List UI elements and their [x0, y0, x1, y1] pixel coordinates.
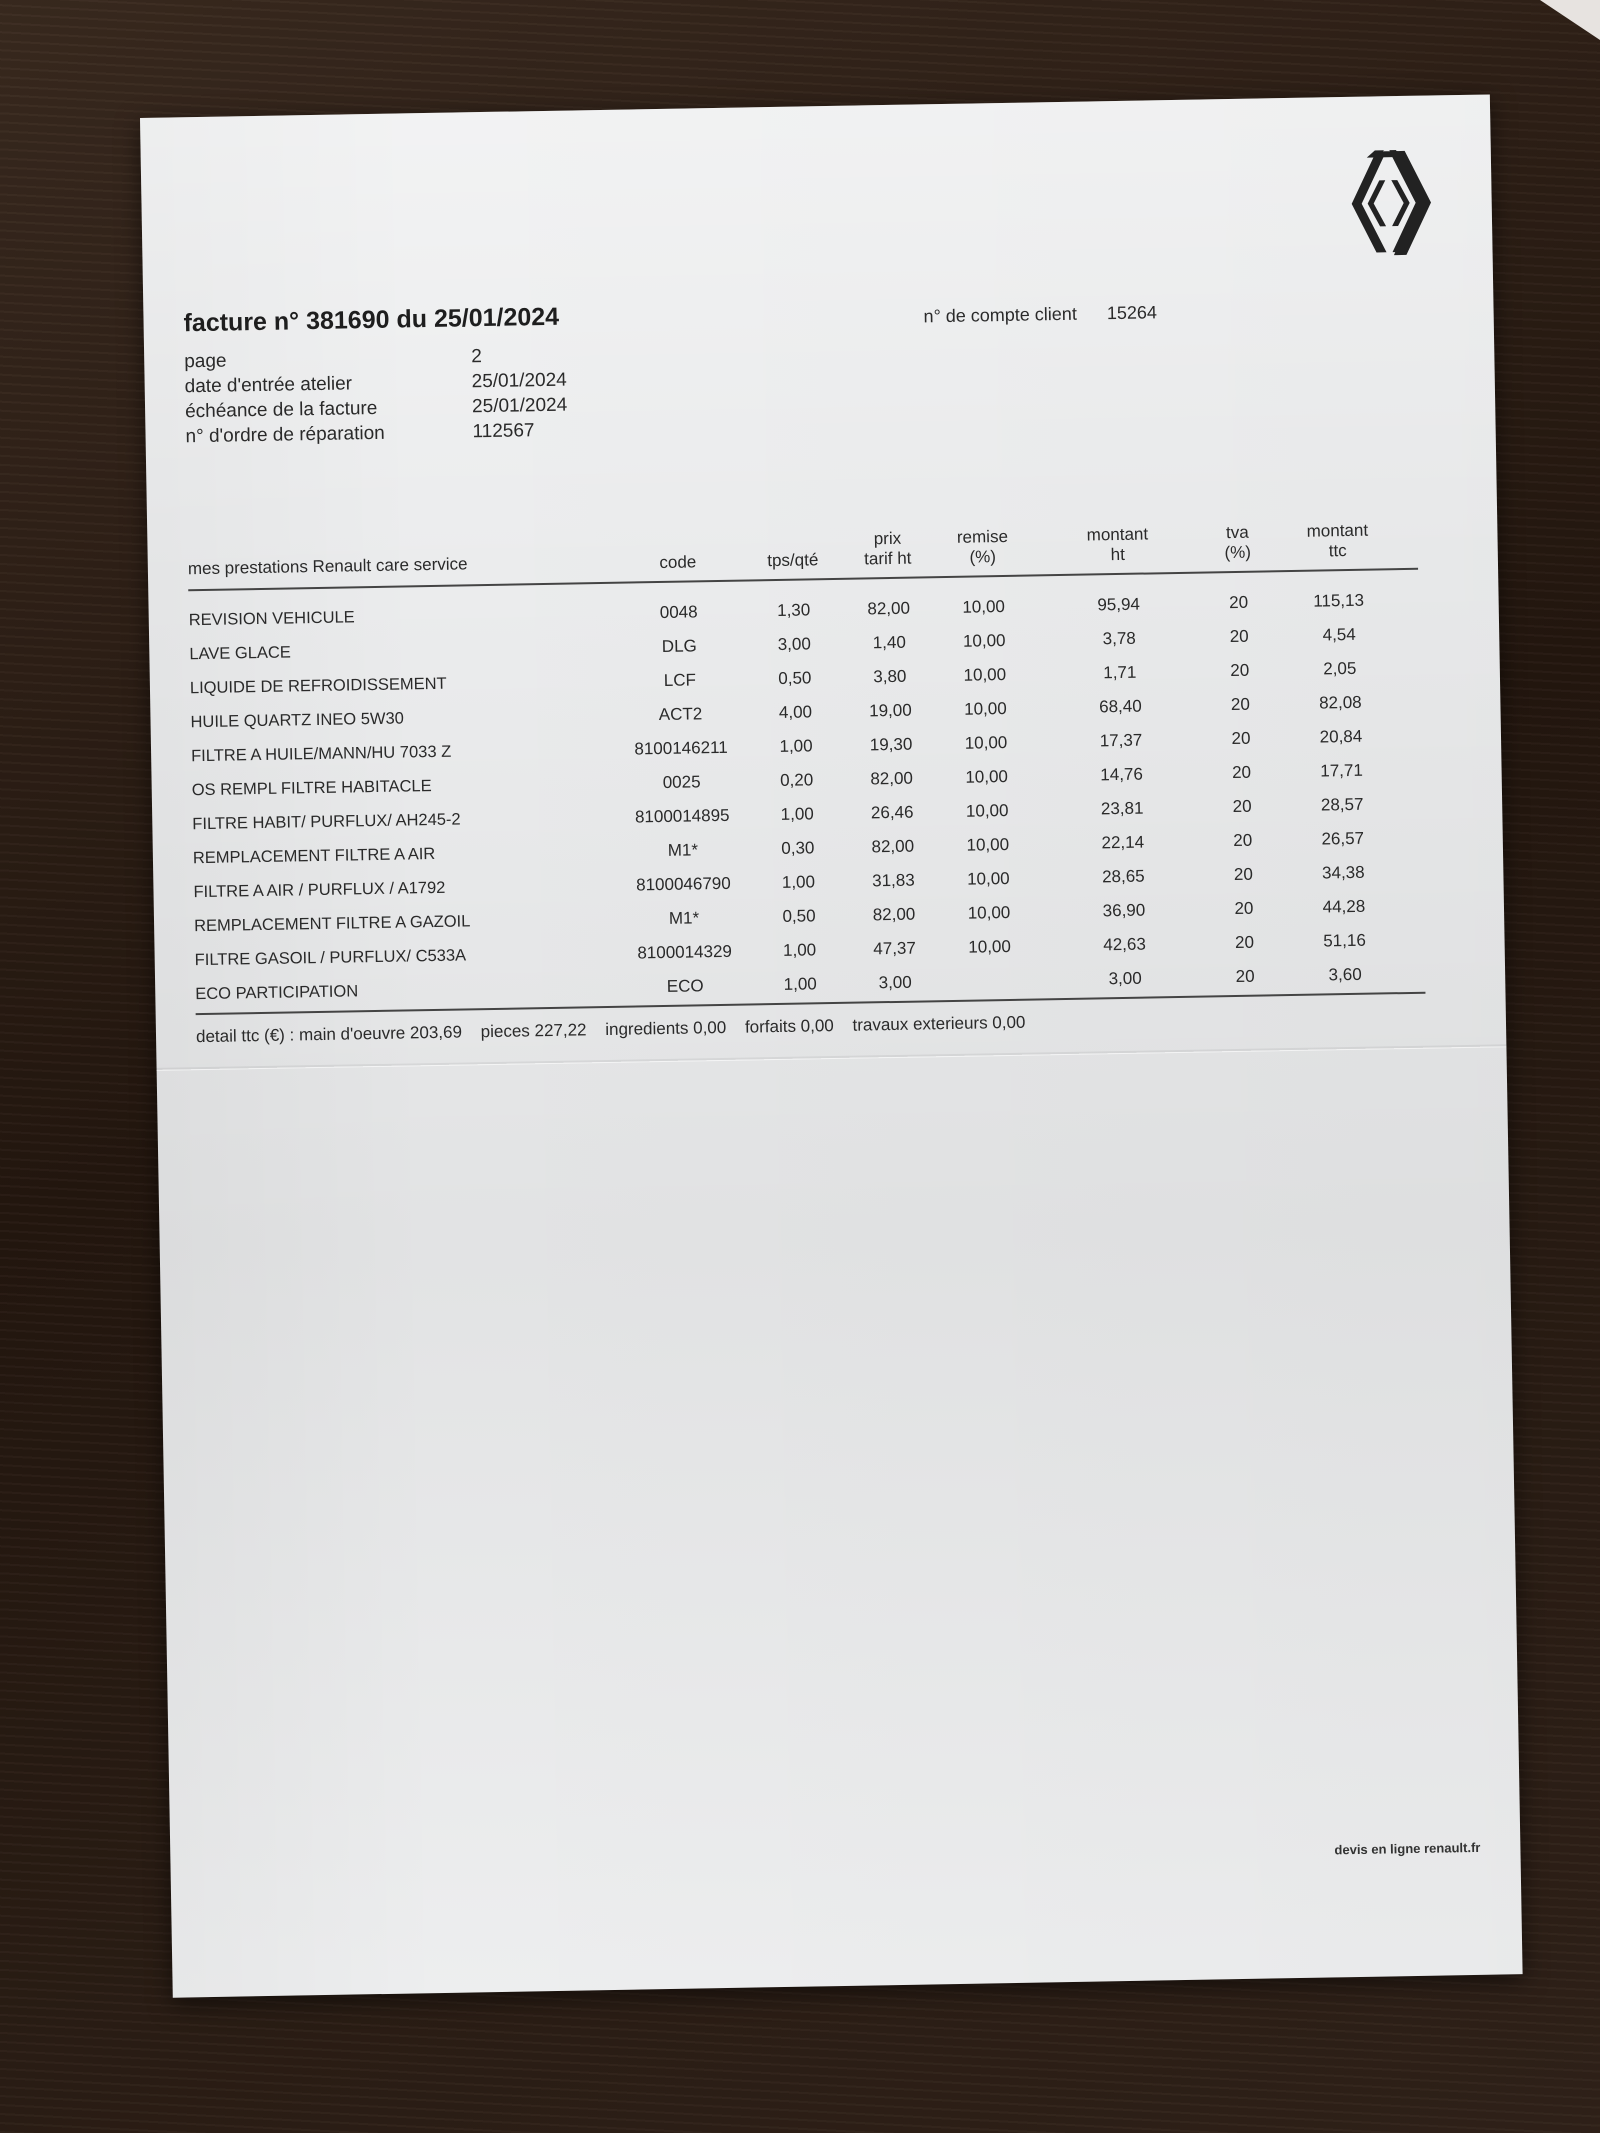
- meta-value: 25/01/2024: [471, 369, 567, 392]
- cell-ttc: 34,38: [1321, 862, 1365, 883]
- cell-remise: 10,00: [965, 766, 1009, 787]
- cell-ttc: 3,60: [1328, 964, 1362, 985]
- cell-qte: 1,00: [782, 940, 817, 960]
- detail-main-oeuvre: detail ttc (€) : main d'oeuvre 203,69: [195, 1022, 463, 1047]
- cell-qte: 1,30: [776, 600, 811, 620]
- cell-prix: 82,00: [867, 598, 911, 619]
- cell-qte: 0,50: [778, 668, 812, 688]
- cell-label: LAVE GLACE: [189, 643, 292, 664]
- cell-remise: 10,00: [967, 902, 1011, 923]
- cell-ttc: 2,05: [1323, 658, 1357, 679]
- invoice-sheet: [140, 94, 1523, 1997]
- cell-ttc: 26,57: [1321, 828, 1365, 849]
- meta-label: page: [184, 350, 227, 372]
- header-ttc-line1: montant: [1306, 520, 1369, 541]
- cell-code: ACT2: [658, 704, 703, 725]
- detail-pieces: pieces 227,22: [480, 1020, 587, 1042]
- cell-qte: 0,50: [782, 906, 816, 926]
- cell-tva: 20: [1231, 728, 1251, 749]
- cell-tva: 20: [1231, 762, 1252, 783]
- cell-tva: 20: [1233, 830, 1253, 851]
- meta-label: n° d'ordre de réparation: [185, 422, 385, 447]
- header-tva-line2: (%): [1224, 542, 1252, 563]
- cell-label: FILTRE A AIR / PURFLUX / A1792: [193, 878, 446, 902]
- cell-remise: 10,00: [963, 664, 1007, 685]
- cell-qte: 1,00: [779, 736, 813, 756]
- header-remise-line1: remise: [956, 526, 1009, 547]
- cell-mht: 42,63: [1103, 934, 1147, 955]
- cell-label: HUILE QUARTZ INEO 5W30: [190, 709, 405, 732]
- cell-ttc: 44,28: [1322, 896, 1366, 917]
- services-table: [187, 496, 1426, 1047]
- cell-mht: 95,94: [1097, 594, 1141, 615]
- cell-qte: 1,00: [781, 872, 816, 892]
- invoice-title: facture n° 381690 du 25/01/2024: [183, 302, 560, 338]
- cell-prix: 82,00: [870, 768, 914, 789]
- cell-label: OS REMPL FILTRE HABITACLE: [191, 777, 432, 800]
- header-tva: [1202, 522, 1273, 563]
- header-prix-line1: prix: [873, 528, 902, 549]
- invoice-meta: [184, 341, 673, 449]
- cell-code: 0025: [662, 772, 701, 792]
- detail-travaux: travaux exterieurs 0,00: [852, 1012, 1026, 1035]
- cell-qte: 4,00: [778, 702, 813, 722]
- header-prix: [837, 528, 938, 570]
- cell-code: 0048: [659, 602, 698, 623]
- meta-value: 112567: [472, 419, 535, 442]
- cell-code: M1*: [667, 840, 699, 860]
- header-montant-ttc: [1277, 520, 1398, 562]
- cell-mht: 3,78: [1102, 628, 1136, 649]
- header-code: code: [659, 552, 697, 573]
- cell-ttc: 17,71: [1320, 760, 1364, 781]
- cell-code: ECO: [666, 976, 704, 996]
- cell-ttc: 115,13: [1313, 590, 1365, 611]
- cell-qte: 1,00: [783, 974, 817, 994]
- cell-code: M1*: [668, 908, 700, 928]
- cell-code: 8100046790: [636, 873, 731, 895]
- background-paper-corner: [1540, 0, 1600, 40]
- footer-url: devis en ligne renault.fr: [1334, 1839, 1481, 1858]
- cell-prix: 82,00: [871, 836, 915, 857]
- cell-label: ECO PARTICIPATION: [195, 982, 359, 1004]
- cell-remise: 10,00: [962, 630, 1006, 651]
- header-montant-ht: [1057, 524, 1178, 566]
- meta-value: 25/01/2024: [471, 394, 568, 417]
- cell-prix: 3,80: [873, 666, 907, 687]
- renault-diamond-logo-icon: [1345, 149, 1433, 256]
- cell-remise: 10,00: [963, 698, 1007, 719]
- cell-prix: 3,00: [878, 972, 912, 993]
- cell-mht: 68,40: [1098, 696, 1142, 717]
- header-mht-line2: ht: [1110, 544, 1126, 565]
- cell-mht: 22,14: [1101, 832, 1145, 853]
- cell-prix: 82,00: [872, 904, 916, 925]
- cell-prix: 19,00: [869, 700, 912, 721]
- cell-label: REMPLACEMENT FILTRE A GAZOIL: [193, 912, 471, 936]
- cell-tva: 20: [1235, 966, 1255, 987]
- cell-mht: 36,90: [1102, 900, 1146, 921]
- cell-mht: 14,76: [1100, 764, 1144, 785]
- cell-prix: 19,30: [869, 734, 913, 755]
- cell-qte: 0,30: [781, 838, 815, 858]
- cell-remise: [945, 971, 1035, 973]
- cell-prix: 1,40: [872, 632, 906, 653]
- cell-remise: 10,00: [966, 868, 1010, 889]
- cell-ttc: 4,54: [1322, 624, 1356, 645]
- header-mht-line1: montant: [1086, 524, 1149, 545]
- meta-label: date d'entrée atelier: [184, 372, 353, 397]
- cell-tva: 20: [1232, 796, 1252, 817]
- cell-label: FILTRE GASOIL / PURFLUX/ C533A: [194, 946, 467, 970]
- cell-mht: 1,71: [1103, 662, 1137, 683]
- cell-ttc: 51,16: [1323, 930, 1366, 951]
- paper-fold: [157, 1044, 1507, 1070]
- detail-forfaits: forfaits 0,00: [744, 1016, 834, 1037]
- cell-tva: 20: [1229, 626, 1249, 647]
- cell-label: REMPLACEMENT FILTRE A AIR: [192, 844, 436, 868]
- cell-tva: 20: [1230, 694, 1251, 715]
- cell-qte: 3,00: [777, 634, 811, 654]
- header-label: mes prestations Renault care service: [187, 554, 468, 579]
- header-tva-line1: tva: [1225, 522, 1249, 543]
- header-ttc-line2: ttc: [1328, 541, 1347, 561]
- cell-label: FILTRE A HUILE/MANN/HU 7033 Z: [190, 742, 452, 766]
- cell-ttc: 28,57: [1320, 794, 1364, 815]
- cell-ttc: 82,08: [1318, 692, 1362, 713]
- cell-mht: 28,65: [1101, 866, 1145, 887]
- cell-mht: 17,37: [1099, 730, 1143, 751]
- cell-qte: 1,00: [780, 804, 814, 824]
- cell-tva: 20: [1228, 592, 1249, 613]
- client-account: [923, 302, 1157, 327]
- table-body: [188, 570, 1425, 1011]
- cell-prix: 47,37: [873, 938, 917, 959]
- cell-code: LCF: [663, 670, 697, 690]
- cell-remise: 10,00: [965, 800, 1009, 821]
- header-remise: [937, 527, 1028, 569]
- cell-remise: 10,00: [962, 596, 1006, 617]
- cell-remise: 10,00: [964, 732, 1008, 753]
- cell-tva: 20: [1230, 660, 1250, 681]
- header-prix-line2: tarif ht: [864, 548, 912, 569]
- meta-value: 2: [471, 345, 482, 367]
- cell-code: DLG: [661, 636, 697, 656]
- cell-ttc: 20,84: [1319, 726, 1363, 747]
- account-value: 15264: [1106, 302, 1158, 324]
- cell-mht: 23,81: [1100, 798, 1144, 819]
- header-qte: tps/qté: [767, 550, 819, 571]
- detail-ingredients: ingredients 0,00: [605, 1017, 727, 1040]
- cell-label: FILTRE HABIT/ PURFLUX/ AH245-2: [192, 810, 461, 834]
- cell-tva: 20: [1234, 932, 1255, 953]
- cell-code: 8100014895: [634, 805, 730, 827]
- cell-code: 8100014329: [637, 941, 733, 963]
- meta-label: échéance de la facture: [184, 397, 378, 422]
- account-label: n° de compte client: [923, 303, 1078, 327]
- cell-label: LIQUIDE DE REFROIDISSEMENT: [189, 674, 447, 698]
- cell-qte: 0,20: [779, 770, 814, 790]
- cell-prix: 31,83: [871, 870, 915, 891]
- cell-code: 8100146211: [634, 737, 728, 759]
- cell-remise: 10,00: [968, 936, 1012, 957]
- cell-tva: 20: [1234, 898, 1254, 919]
- cell-remise: 10,00: [966, 834, 1010, 855]
- cell-label: REVISION VEHICULE: [188, 608, 355, 630]
- cell-tva: 20: [1233, 864, 1253, 885]
- cell-prix: 26,46: [870, 802, 914, 823]
- cell-mht: 3,00: [1108, 968, 1142, 989]
- header-remise-line2: (%): [969, 547, 997, 567]
